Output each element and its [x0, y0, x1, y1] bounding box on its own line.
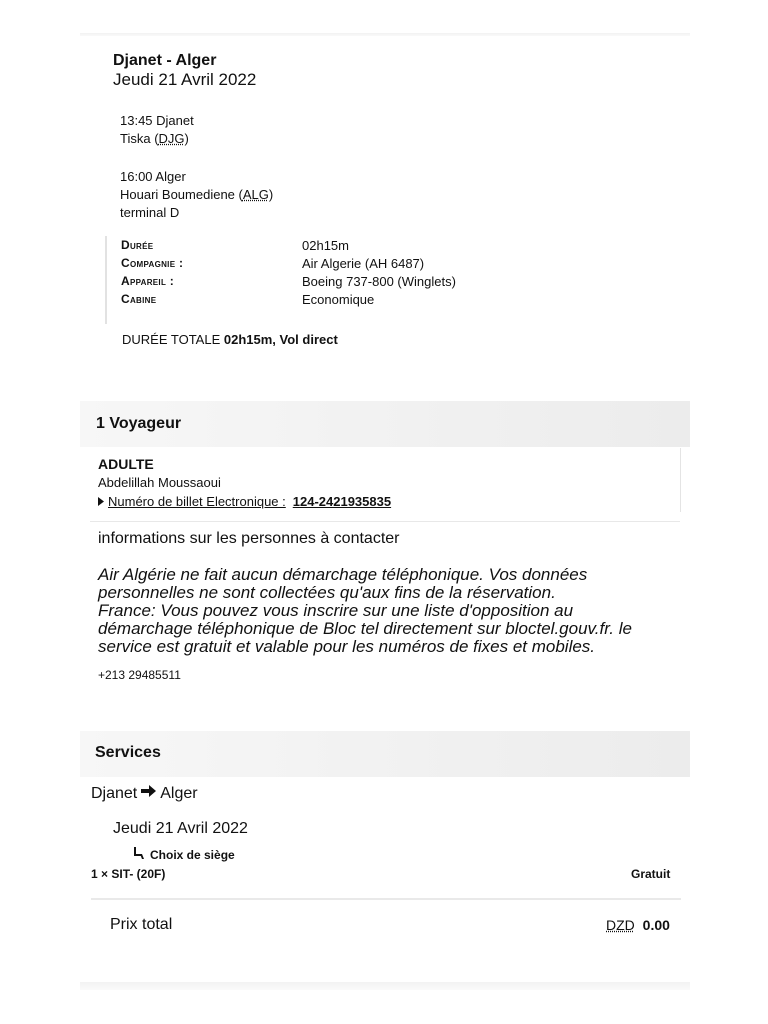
- detail-value-compagnie: Air Algerie (AH 6487): [302, 256, 425, 271]
- detail-label-appareil: Appareil :: [121, 274, 175, 288]
- traveller-type: ADULTE: [98, 456, 154, 472]
- travellers-header: [80, 401, 690, 447]
- ticket-number-toggle[interactable]: [98, 494, 391, 509]
- detail-value-cabine: Economique: [302, 292, 375, 307]
- detail-value-duree: 02h15m: [302, 238, 349, 253]
- privacy-notice-line-1: Air Algérie ne fait aucun démarchage téléphonique. Vos données personnelles ne sont collectées qu'aux fins de la réservation.: [98, 565, 588, 602]
- departure-airport-name: Tiska: [120, 131, 151, 146]
- arrival-time-city: 16:00 Alger: [120, 169, 186, 184]
- total-currency: DZD: [606, 917, 635, 933]
- departure-airport-code: DJG: [158, 131, 185, 146]
- total-divider: [91, 898, 681, 900]
- contact-phone: +213 29485511: [98, 668, 181, 682]
- caret-right-icon: [98, 494, 104, 509]
- traveller-name: Abdelillah Moussaoui: [98, 475, 221, 490]
- departure-airport: Tiska (DJG): [120, 131, 189, 146]
- arrival-airport-name: Houari Boumediene: [120, 187, 235, 202]
- total-price: [606, 917, 670, 933]
- arrow-right-icon: [141, 784, 156, 803]
- total-duration-label: DURÉE TOTALE: [122, 332, 221, 347]
- total-amount: 0.00: [642, 917, 670, 933]
- total-duration: [122, 332, 338, 347]
- arrival-airport-code: ALG: [242, 187, 269, 202]
- services-header-title: Services: [95, 744, 161, 761]
- detail-label-cabine: Cabine: [121, 292, 157, 306]
- total-price-label: Prix total: [110, 916, 173, 933]
- ticket-number: 124-2421935835: [292, 494, 392, 509]
- top-divider: [80, 33, 690, 36]
- arrival-airport: Houari Boumediene (ALG): [120, 187, 274, 202]
- arrival-terminal: terminal D: [120, 205, 180, 220]
- seat-selection: [133, 847, 235, 863]
- total-duration-value: 02h15m, Vol direct: [223, 332, 338, 347]
- seat-item: 1 × SIT- (20F): [91, 867, 166, 881]
- seat-icon: [133, 847, 145, 863]
- ticket-number-label: Numéro de billet Electronique :: [108, 494, 286, 509]
- service-route-to: Alger: [160, 784, 198, 802]
- detail-value-appareil: Boeing 737-800 (Winglets): [302, 274, 456, 289]
- travellers-header-title: 1 Voyageur: [96, 415, 182, 432]
- privacy-notice: [98, 566, 668, 656]
- departure-time-city: 13:45 Djanet: [120, 113, 194, 128]
- bottom-divider: [80, 982, 690, 990]
- services-header: [80, 731, 690, 777]
- flight-date: Jeudi 21 Avril 2022: [113, 70, 257, 89]
- privacy-notice-line-2: France: Vous pouvez vous inscrire sur une liste d'opposition au démarchage téléphonique de Bloc tel directement sur bloctel.gouv.fr. le service est gratuit et valable pour les numéros de fixes et mobiles.: [98, 601, 632, 656]
- detail-label-duree: Durée: [121, 238, 154, 252]
- detail-label-compagnie: Compagnie :: [121, 256, 184, 270]
- contact-heading: informations sur les personnes à contacter: [98, 530, 400, 547]
- service-route: [91, 784, 198, 803]
- details-border: [105, 236, 107, 324]
- flight-route-title: Djanet - Alger: [113, 52, 217, 69]
- service-date: Jeudi 21 Avril 2022: [113, 820, 248, 837]
- seat-selection-label: Choix de siège: [150, 848, 235, 862]
- section-divider: [90, 521, 680, 522]
- service-route-from: Djanet: [91, 784, 138, 802]
- seat-item-price: Gratuit: [631, 867, 671, 881]
